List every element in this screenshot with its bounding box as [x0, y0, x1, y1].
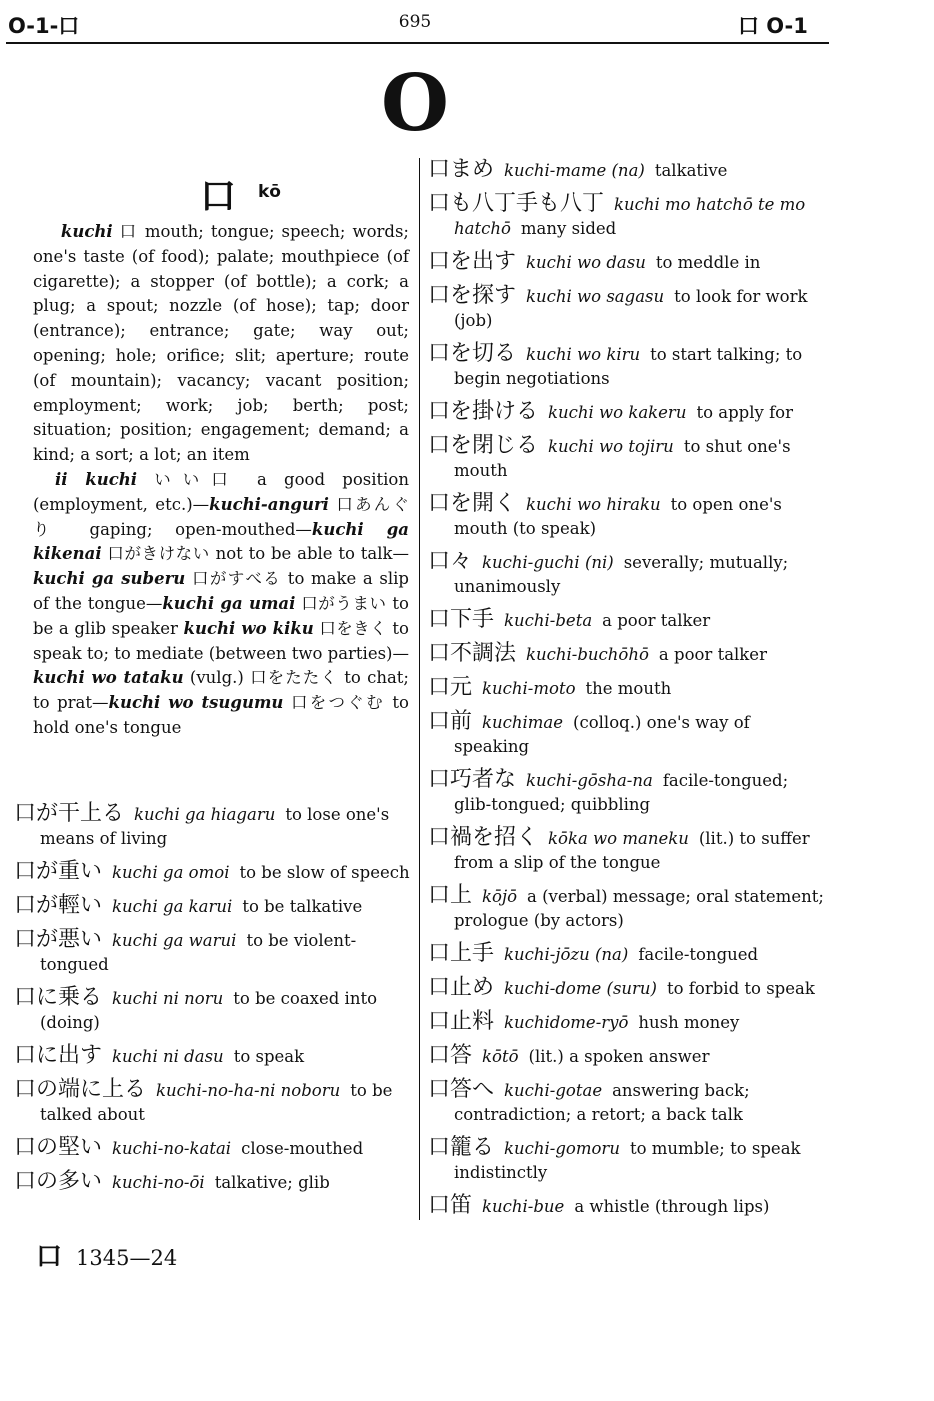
entry-kanji: 口が重い	[14, 859, 103, 884]
entry-romaji: kuchidome-ryō	[504, 1013, 629, 1032]
entry-definition: a poor talker	[602, 611, 711, 630]
entry-romaji: kuchi ga hiagaru	[134, 805, 276, 824]
list-item	[428, 284, 828, 333]
list-item	[428, 550, 828, 599]
entry-kanji: 口が干上る	[14, 801, 125, 826]
entry-definition: to lose one's means of living	[40, 805, 390, 848]
compound-headword: ii kuchi	[55, 469, 138, 489]
list-item	[428, 710, 828, 759]
compound-text: 口がすべる to make a slip of the tongue—	[33, 569, 409, 613]
entry-romaji: kuchi-no-ha-ni noboru	[156, 1081, 341, 1100]
entry-romaji: kuchi wo kakeru	[548, 403, 687, 422]
compound-headword: kuchi ga kikenai	[33, 519, 409, 564]
entry-kanji: 口まめ	[428, 157, 495, 182]
list-item	[428, 250, 828, 275]
entry-definition: to meddle in	[655, 253, 761, 272]
entry-definition: a poor talker	[658, 645, 767, 664]
page-number: 695	[398, 12, 432, 32]
entry-kanji: 口も八丁手も八丁	[428, 191, 605, 216]
entry-kanji: 口止め	[428, 975, 495, 1000]
entry-romaji: kuchi-gomoru	[504, 1139, 620, 1158]
compound-text: いい口 a good position (employment, etc.)—	[33, 469, 409, 514]
entry-romaji: kuchi mo hatchō te mo hatchō	[454, 195, 806, 238]
entry-definition: close-mouthed	[241, 1139, 364, 1158]
entry-definition: severally; mutually; unanimously	[454, 553, 789, 596]
entry-definition: to apply for	[696, 403, 793, 422]
kanji-reading: kō	[258, 182, 281, 202]
entry-kanji: 口止料	[428, 1009, 495, 1034]
entry-romaji: kuchi ni noru	[112, 989, 224, 1008]
entry-definition: to open one's mouth (to speak)	[454, 495, 782, 538]
entry-kanji: 口を掛ける	[428, 399, 539, 424]
list-item	[428, 400, 828, 425]
entry-romaji: kuchi wo hiraku	[526, 495, 661, 514]
entry-romaji: kuchi-no-katai	[112, 1139, 232, 1158]
entry-definition: to start talking; to begin negotiations	[454, 345, 803, 388]
entry-definition: to be talkative	[242, 897, 363, 916]
entry-definition: answering back; contradiction; a retort; a back talk	[454, 1081, 750, 1124]
kanji-heading: 口	[200, 175, 237, 217]
entry-romaji: kuchi-buchōhō	[526, 645, 649, 664]
entry-kanji: 口を開く	[428, 491, 517, 516]
list-item	[428, 768, 828, 817]
definition-text: 口 mouth; tongue; speech; words; one's taste (of food); palate; mouthpiece (of cigarette); a stopper (of bottle); a cork; a plug; a spout; nozzle (of hose); tap; door (entrance); entrance; gate; way out; opening; hole; orifice; slit; aperture; route (of mountain); vacancy; vacant position; employment; work; job; berth; post; situation; position; engagement; demand; a kind; a sort; a lot; an item	[33, 222, 409, 465]
compound-text: 口がきけない not to be able to talk—	[101, 544, 409, 564]
list-item	[428, 1136, 828, 1185]
compound-text: 口がうまい to be a glib speaker	[33, 593, 409, 638]
entry-definition: to forbid to speak	[667, 979, 815, 998]
compound-headword: kuchi-anguri	[209, 494, 329, 514]
entry-definition: to be slow of speech	[239, 863, 410, 882]
entry-definition: to shut one's mouth	[454, 437, 791, 480]
entry-kanji: 口上手	[428, 941, 495, 966]
right-entry-list	[428, 158, 828, 1228]
entry-definition: a (verbal) message; oral statement; prologue (by actors)	[454, 887, 824, 930]
main-definition	[33, 220, 409, 741]
entry-definition: to be violent-tongued	[40, 931, 357, 974]
entry-kanji: 口上	[428, 883, 473, 908]
entry-definition: to be talked about	[40, 1081, 393, 1124]
entry-romaji: kuchi-beta	[504, 611, 593, 630]
list-item	[428, 1044, 828, 1069]
entry-romaji: kuchi-no-ōi	[112, 1173, 205, 1192]
entry-definition: to look for work (job)	[454, 287, 808, 330]
list-item	[428, 342, 828, 391]
entry-romaji: kuchi-bue	[482, 1197, 565, 1216]
list-item	[428, 884, 828, 933]
list-item	[428, 434, 828, 483]
list-item	[428, 642, 828, 667]
entry-definition: facile-tongued	[638, 945, 759, 964]
entry-romaji: kuchi ga karui	[112, 897, 233, 916]
list-item	[14, 1044, 410, 1069]
entry-kanji: 口答	[428, 1043, 473, 1068]
list-item	[14, 894, 410, 919]
list-item	[428, 1010, 828, 1035]
list-item	[428, 942, 828, 967]
list-item	[14, 1136, 410, 1161]
column-divider	[419, 158, 420, 1220]
entry-kanji: 口籠る	[428, 1135, 495, 1160]
entry-kanji: 口が悪い	[14, 927, 103, 952]
entry-kanji: 口が輕い	[14, 893, 103, 918]
entry-definition: talkative	[654, 161, 728, 180]
entry-romaji: kuchi-moto	[482, 679, 576, 698]
entry-definition: (lit.) to suffer from a slip of the tongue	[454, 829, 810, 872]
header-rule	[6, 42, 829, 44]
compounds-paragraph	[33, 468, 409, 741]
footer-reference	[36, 1236, 177, 1273]
list-item	[428, 676, 828, 701]
entry-kanji: 口の堅い	[14, 1135, 103, 1160]
compound-headword: kuchi ga suberu	[33, 569, 186, 589]
compound-headword: kuchi wo tataku	[33, 668, 184, 688]
entry-romaji: kuchi-guchi (ni)	[482, 553, 614, 572]
header-left-label: O-1-口	[8, 14, 80, 38]
list-item	[14, 802, 410, 851]
list-item	[428, 192, 828, 241]
entry-kanji: 口を探す	[428, 283, 517, 308]
headword: kuchi	[60, 222, 113, 241]
entry-kanji: 口の端に上る	[14, 1077, 147, 1102]
entry-kanji: 口禍を招く	[428, 825, 539, 850]
entry-kanji: 口を閉じる	[428, 433, 539, 458]
entry-romaji: kuchi-gotae	[504, 1081, 603, 1100]
footer-kanji: 口	[36, 1242, 63, 1272]
entry-romaji: kuchi ni dasu	[112, 1047, 224, 1066]
entry-kanji: 口を切る	[428, 341, 517, 366]
entry-kanji: 口の多い	[14, 1169, 103, 1194]
list-item	[428, 826, 828, 875]
header-right-label: 口 O-1	[738, 14, 808, 38]
entry-kanji: 口答へ	[428, 1077, 495, 1102]
definition-paragraph	[33, 220, 409, 468]
entry-definition: (colloq.) one's way of speaking	[454, 713, 750, 756]
compound-text: 口をつぐむ to hold one's tongue	[33, 693, 409, 737]
left-entry-list	[14, 802, 410, 1204]
entry-romaji: kuchi-jōzu (na)	[504, 945, 629, 964]
page-header	[0, 6, 934, 42]
entry-definition: many sided	[520, 219, 617, 238]
list-item	[428, 158, 828, 183]
entry-definition: facile-tongued; glib-tongued; quibbling	[454, 771, 789, 814]
compound-headword: kuchi wo kiku	[183, 618, 314, 638]
entry-kanji: 口に乗る	[14, 985, 103, 1010]
list-item	[428, 608, 828, 633]
entry-definition: to speak	[233, 1047, 305, 1066]
entry-kanji: 口巧者な	[428, 767, 517, 792]
entry-romaji: kuchi wo dasu	[526, 253, 646, 272]
list-item	[14, 986, 410, 1035]
entry-romaji: kuchimae	[482, 713, 564, 732]
entry-kanji: 口に出す	[14, 1043, 103, 1068]
compound-text: 口あんぐり gaping; open-mouthed—	[33, 494, 410, 539]
entry-romaji: kuchi ga omoi	[112, 863, 230, 882]
list-item	[428, 1078, 828, 1127]
compound-text: (vulg.) 口をたたく to chat; to prat—	[33, 668, 409, 713]
list-item	[428, 976, 828, 1001]
entry-definition: to be coaxed into (doing)	[40, 989, 378, 1032]
entry-romaji: kuchi wo tojiru	[548, 437, 674, 456]
entry-kanji: 口元	[428, 675, 473, 700]
section-letter: O	[381, 58, 449, 149]
list-item	[428, 492, 828, 541]
list-item	[428, 1194, 828, 1219]
entry-definition: talkative; glib	[214, 1173, 330, 1192]
entry-definition: hush money	[638, 1013, 740, 1032]
entry-romaji: kuchi-dome (suru)	[504, 979, 657, 998]
entry-romaji: kōka wo maneku	[548, 829, 689, 848]
entry-kanji: 口々	[428, 549, 473, 574]
compound-text: 口をきく to speak to; to mediate (between two parties)—	[33, 618, 409, 663]
entry-definition: (lit.) a spoken answer	[528, 1047, 710, 1066]
entry-romaji: kuchi wo sagasu	[526, 287, 665, 306]
compound-headword: kuchi ga umai	[162, 593, 296, 613]
entry-definition: a whistle (through lips)	[574, 1197, 770, 1216]
entry-romaji: kōjō	[482, 887, 517, 906]
list-item	[14, 1078, 410, 1127]
footer-code: 1345—24	[76, 1246, 178, 1270]
entry-kanji: 口を出す	[428, 249, 517, 274]
entry-romaji: kuchi ga warui	[112, 931, 237, 950]
entry-definition: to mumble; to speak indistinctly	[454, 1139, 801, 1182]
entry-definition: the mouth	[585, 679, 672, 698]
entry-romaji: kuchi-mame (na)	[504, 161, 645, 180]
entry-kanji: 口下手	[428, 607, 495, 632]
entry-kanji: 口不調法	[428, 641, 517, 666]
entry-kanji: 口前	[428, 709, 473, 734]
list-item	[14, 860, 410, 885]
list-item	[14, 1170, 410, 1195]
entry-romaji: kuchi-gōsha-na	[526, 771, 653, 790]
entry-romaji: kōtō	[482, 1047, 519, 1066]
list-item	[14, 928, 410, 977]
entry-romaji: kuchi wo kiru	[526, 345, 641, 364]
entry-kanji: 口笛	[428, 1193, 473, 1218]
compound-headword: kuchi wo tsugumu	[108, 693, 284, 713]
